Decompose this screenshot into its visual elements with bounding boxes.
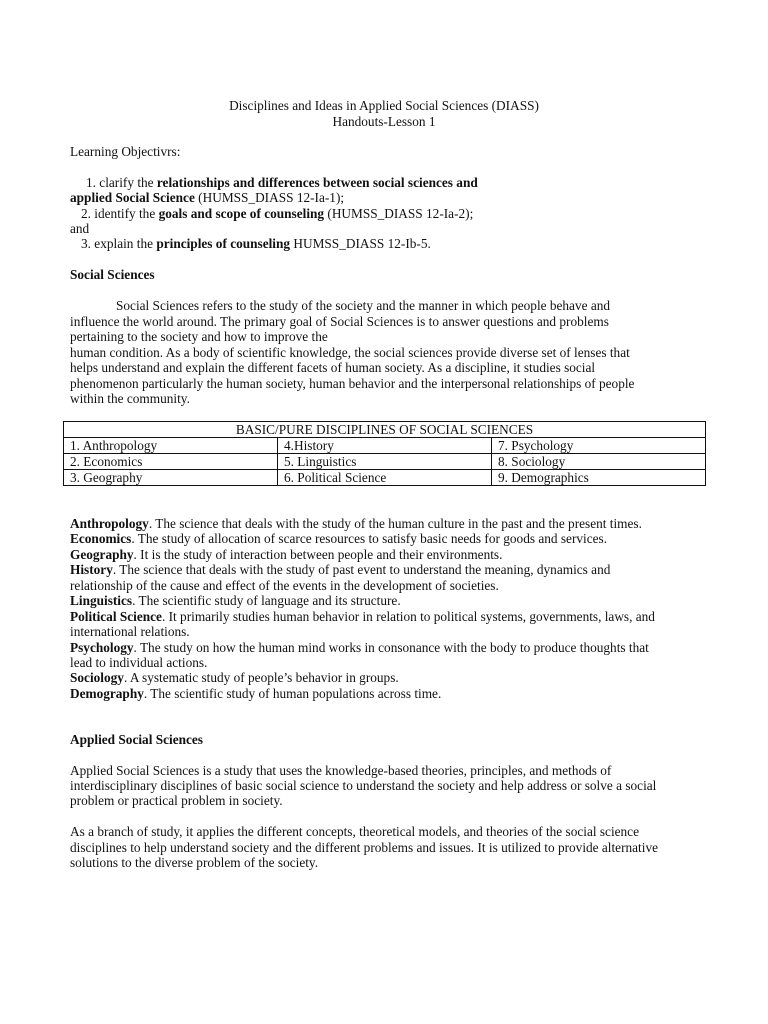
social-sciences-line-2: influence the world around. The primary goal of Social Sciences is to answer questions and problems xyxy=(70,314,609,329)
table-cell: 8. Sociology xyxy=(492,454,706,470)
table-cell: 1. Anthropology xyxy=(64,438,278,454)
social-sciences-line-3: pertaining to the society and how to improve the xyxy=(70,329,328,344)
social-sciences-line-5: helps understand and explain the different facets of human society. As a discipline, it studies social xyxy=(70,360,596,375)
objective-3-bold: principles of counseling xyxy=(156,236,291,251)
table-header-row xyxy=(64,422,706,438)
document-title: Disciplines and Ideas in Applied Social Sciences (DIASS) xyxy=(229,98,539,113)
objective-3-suffix: HUMSS_DIASS 12-Ib-5. xyxy=(290,236,431,251)
social-sciences-line-4: human condition. As a body of scientific knowledge, the social sciences provide diverse set of lenses that xyxy=(70,345,630,360)
applied-para1-line-3: problem or practical problem in society. xyxy=(70,793,283,808)
definition-psychology: Psychology. The study on how the human mind works in consonance with the body to produce thoughts that xyxy=(70,640,649,655)
objective-2-prefix: 2. identify the xyxy=(81,206,159,221)
objective-1-suffix: (HUMSS_DIASS 12-Ia-1); xyxy=(194,190,345,205)
objective-1-line-2 xyxy=(70,190,710,205)
objective-1-bold-a: relationships and differences between social sciences and xyxy=(156,175,478,190)
table-cell: 3. Geography xyxy=(64,470,278,486)
table-cell: 5. Linguistics xyxy=(278,454,492,470)
objective-3 xyxy=(81,236,721,251)
definition-political-science-cont: international relations. xyxy=(70,624,190,639)
table-cell: 7. Psychology xyxy=(492,438,706,454)
objective-2 xyxy=(81,206,721,221)
applied-para2-line-3: solutions to the diverse problem of the society. xyxy=(70,855,319,870)
table-row xyxy=(64,454,706,470)
definition-political-science: Political Science. It primarily studies human behavior in relation to political systems, governments, laws, and xyxy=(70,609,655,624)
objective-1-prefix: 1. clarify the xyxy=(86,175,157,190)
objective-1-line-1 xyxy=(86,175,726,190)
table-cell: 6. Political Science xyxy=(278,470,492,486)
definition-linguistics: Linguistics. The scientific study of language and its structure. xyxy=(70,593,401,608)
table-cell: 4.History xyxy=(278,438,492,454)
document-subtitle: Handouts-Lesson 1 xyxy=(332,114,436,129)
social-sciences-line-7: within the community. xyxy=(70,391,190,406)
table-header: BASIC/PURE DISCIPLINES OF SOCIAL SCIENCES xyxy=(64,422,706,438)
objective-2-suffix: (HUMSS_DIASS 12-Ia-2); xyxy=(324,206,474,221)
definition-history: History. The science that deals with the study of past event to understand the meaning, dynamics and xyxy=(70,562,611,577)
social-sciences-heading: Social Sciences xyxy=(70,267,155,282)
table-row xyxy=(64,470,706,486)
definition-economics: Economics. The study of allocation of scarce resources to satisfy basic needs for goods and services. xyxy=(70,531,608,546)
applied-para1-line-1: Applied Social Sciences is a study that uses the knowledge-based theories, principles, and methods of xyxy=(70,763,612,778)
definition-anthropology: Anthropology. The science that deals with the study of the human culture in the past and the present times. xyxy=(70,516,642,531)
objectives-heading: Learning Objectivrs: xyxy=(70,144,181,159)
applied-para2-line-2: disciplines to help understand society and the different problems and issues. It is utilized to provide alternative xyxy=(70,840,658,855)
table-row xyxy=(64,438,706,454)
objective-2-bold: goals and scope of counseling xyxy=(158,206,325,221)
definition-history-cont: relationship of the cause and effect of the events in the development of societies. xyxy=(70,578,499,593)
definition-psychology-cont: lead to individual actions. xyxy=(70,655,208,670)
disciplines-table xyxy=(63,421,706,486)
objective-2-and: and xyxy=(70,221,90,236)
applied-para2-line-1: As a branch of study, it applies the different concepts, theoretical models, and theories of the social science xyxy=(70,824,639,839)
table-cell: 9. Demographics xyxy=(492,470,706,486)
definition-geography: Geography. It is the study of interaction between people and their environments. xyxy=(70,547,503,562)
applied-para1-line-2: interdisciplinary disciplines of basic social science to understand the society and help address or solve a social xyxy=(70,778,657,793)
table-cell: 2. Economics xyxy=(64,454,278,470)
social-sciences-line-1: Social Sciences refers to the study of the society and the manner in which people behave and xyxy=(116,298,611,313)
definition-sociology: Sociology. A systematic study of people’s behavior in groups. xyxy=(70,670,399,685)
applied-heading: Applied Social Sciences xyxy=(70,732,203,747)
definition-demography: Demography. The scientific study of human populations across time. xyxy=(70,686,442,701)
objective-1-bold-b: applied Social Science xyxy=(70,190,195,205)
objective-3-prefix: 3. explain the xyxy=(81,236,157,251)
social-sciences-line-6: phenomenon particularly the human society, human behavior and the interpersonal relationships of people xyxy=(70,376,635,391)
